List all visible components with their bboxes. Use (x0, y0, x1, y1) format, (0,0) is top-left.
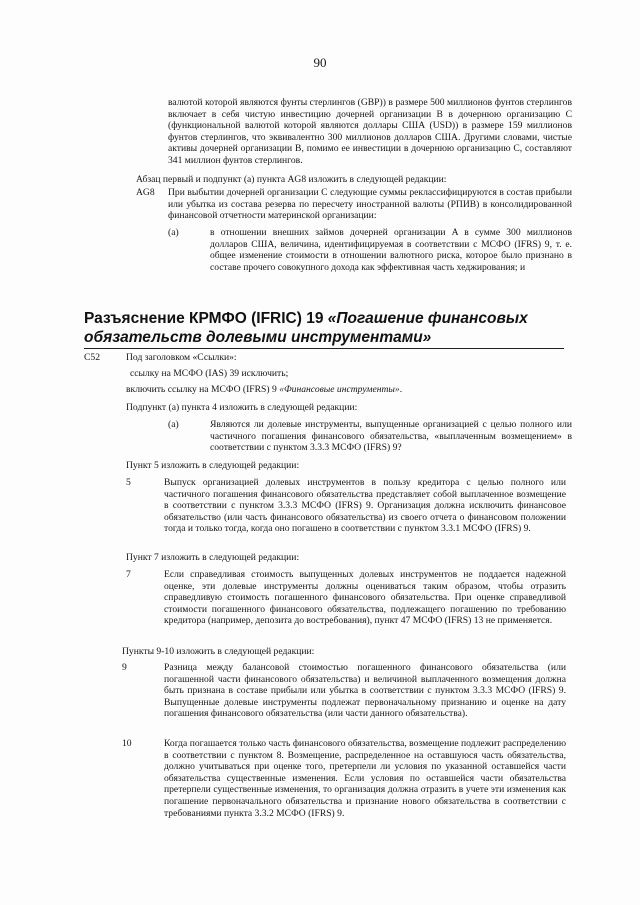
section-heading (84, 309, 604, 347)
p5-instruction: Пункт 5 изложить в следующей редакции: (126, 460, 300, 471)
p10-paragraph: Когда погашается только часть финансового обязательства, возмещение подлежит распределению в соответствии с пунктом 8. Возмещение, распределенное на оставшуюся часть обязательства, должно учитываться при оценке того, претерпели ли условия по указанной оставшейся части обязательства существенные изменения. Если условия по оставшейся части обязательства претерпели существенные изменения, то организация должна отразить в учете эти изменения как погашение первоначального обязательства и признание нового обязательства в соответствии с требованиями пункта 3.3.2 МСФО (IFRS) 9. (164, 738, 566, 819)
c52-sub-label: (a) (168, 419, 179, 430)
ag8-label: AG8 (136, 187, 155, 198)
ag8-sub-label: (a) (168, 227, 179, 238)
heading-prefix: Разъяснение КРМФО (IFRIC) 19 (84, 310, 328, 327)
include-suffix: . (399, 384, 403, 395)
c52-line-include (126, 384, 402, 396)
p5-label: 5 (126, 477, 131, 488)
p910-instruction: Пункты 9-10 изложить в следующей редакции: (122, 646, 315, 657)
p9-paragraph: Разница между балансовой стоимостью погашенного финансового обязательства (или погашенной части финансового обязательства) и величиной выплаченного возмещения должна быть признана в составе прибыли или убытка в соответствии с пунктом 3.3.3 МСФО (IFRS) 9. Выпущенные долевые инструменты подлежат первоначальному признанию и оценке на дату погашения финансового обязательства (или части данного обязательства). (164, 662, 566, 720)
p9-label: 9 (122, 662, 127, 673)
intro-paragraph: валютой которой являются фунты стерлингов (GBP)) в размере 500 миллионов фунтов стерлингов включает в себя чистую инвестицию дочерней организации B в дочернюю организацию C (функциональной валютой которой являются доллары США (USD)) в размере 159 миллионов фунтов стерлингов, что эквивалентно 300 миллионов долларов США. Другими словами, чистые активы дочерней организации B, помимо ее инвестиции в дочернюю организацию C, составляют 341 миллион фунтов стерлингов. (168, 97, 572, 166)
ag8-paragraph: При выбытии дочерней организации C следующие суммы реклассифицируются в состав прибыли или убытка из состава резерва по пересчету иностранной валюты (РПИВ) в консолидированной финансовой отчетности материнской организации: (168, 187, 572, 222)
c52-sub-paragraph: Являются ли долевые инструменты, выпущенные организацией с целью полного или частичного погашения финансового обязательства, «выплаченным возмещением» в соответствии с пунктом 3.3.3 МСФО (IFRS) 9? (210, 419, 572, 454)
c52-line-remove: ссылку на МСФО (IAS) 39 исключить; (130, 368, 289, 379)
c52-line-subitem-instruction: Подпункт (а) пункта 4 изложить в следующей редакции: (126, 402, 358, 413)
p7-instruction: Пункт 7 изложить в следующей редакции: (126, 552, 300, 563)
p10-label: 10 (122, 738, 132, 749)
ag8-sub-paragraph: в отношении внешних займов дочерней организации A в сумме 300 миллионов долларов США, величина, идентифицируемая в соответствии с МСФО (IFRS) 9, т. е. общее изменение стоимости в отношении валютного риска, которое было признано в составе прочего совокупного дохода как эффективная часть хеджирования; и (210, 227, 572, 273)
ag8-instruction: Абзац первый и подпункт (а) пункта AG8 изложить в следующей редакции: (136, 174, 447, 185)
p5-paragraph: Выпуск организацией долевых инструментов в пользу кредитора с целью полного или частичного погашения финансового обязательства представляет собой выплаченное возмещение в соответствии с пунктом 3.3.3 МСФО (IFRS) 9. Организация должна исключить финансовое обязательство (или часть финансового обязательства) из своего отчета о финансовом положении тогда и только тогда, когда оно погашено в соответствии с пунктом 3.3.1 МСФО (IFRS) 9. (164, 477, 566, 535)
include-italic: «Финансовые инструменты» (279, 384, 400, 395)
heading-rule (84, 348, 564, 349)
c52-label: C52 (84, 352, 100, 363)
page-number: 90 (313, 55, 327, 70)
p7-paragraph: Если справедливая стоимость выпущенных долевых инструментов не поддается надежной оценке, эти долевые инструменты должны оцениваться таким образом, чтобы отразить справедливую стоимость погашенного финансового обязательства. При оценке справедливой стоимости погашенного финансового обязательства, подлежащего погашению по требованию кредитора (например, депозита до востребования), пункт 47 МСФО (IFRS) 13 не применяется. (164, 569, 566, 627)
c52-line-references: Под заголовком «Ссылки»: (126, 352, 237, 363)
include-prefix: включить ссылку на МСФО (IFRS) 9 (126, 384, 280, 395)
heading-title: «Погашение финансовых обязательств долевыми инструментами» (84, 310, 528, 346)
p7-label: 7 (126, 569, 131, 580)
